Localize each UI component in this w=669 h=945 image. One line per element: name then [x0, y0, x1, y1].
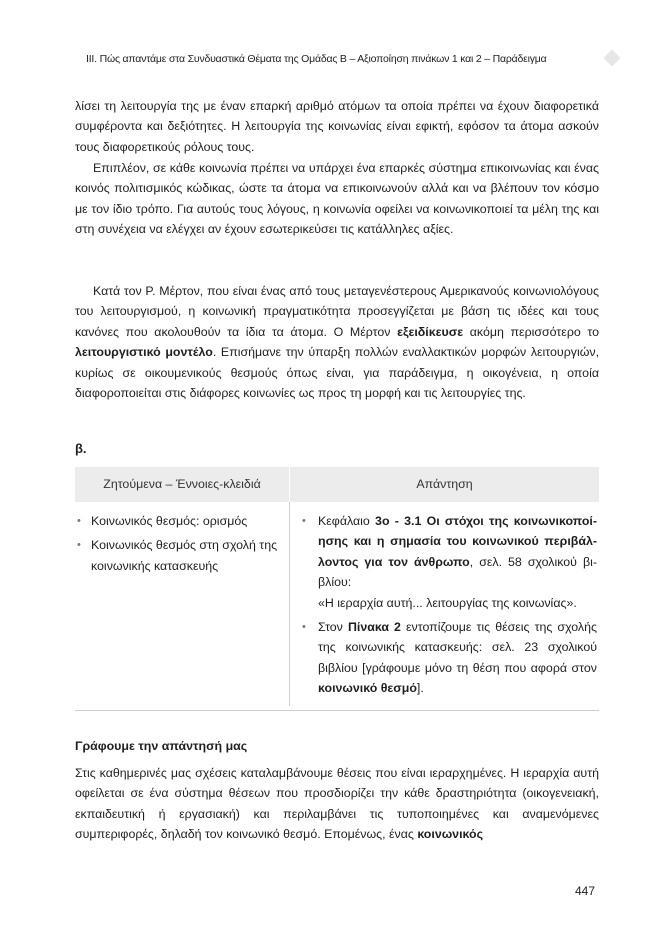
paragraph-4: [75, 763, 599, 845]
table-right-cell: [290, 502, 599, 706]
bullet-icon: •: [302, 515, 306, 527]
right-item-1-text-2: , σελ. 58 σχολικού βιβλίου:: [318, 554, 597, 590]
right-item-2-bold-1: Πίνακα 2: [347, 620, 401, 635]
paragraph-4-bold-1: κοινωνικός: [417, 827, 484, 842]
paragraph-3-bold-1: εξειδίκευσε: [397, 324, 464, 339]
answer-table: [75, 467, 599, 711]
section-label: β.: [75, 441, 87, 456]
page-number: 447: [575, 884, 596, 898]
bullet-icon: •: [77, 515, 81, 527]
paragraph-3-text-1: Κατά τον Ρ. Μέρτον, που είναι ένας από τους μεταγενέστερους Αμερικανούς κοινωνιολόγους του λειτουργισμού, η κοινωνική πραγματικότητα προσεγγίζεται με βάση τις ιδέες και τους κανόνες που ακολουθούν τα ίδια τα άτομα. Ο Μέρτον: [75, 284, 599, 339]
paragraph-4-text-1: Στις καθημερινές μας σχέσεις καταλαμβάνουμε θέσεις που είναι ιεραρχημένες. Η ιεραρχία αυτή οφείλεται σε ένα σύστημα θέσεων που προσδιορίζει την κάθε δραστηριότητα (οικογενειακή, εκπαιδευτική ή εργασιακή) και περιλαμβάνει τις τυποποιημένες και αναμενόμενες συμπεριφορές, δηλαδή τον κοινωνικό θεσμό. Επομένως, ένας: [75, 766, 599, 842]
bullet-icon: •: [77, 539, 81, 552]
diamond-ornament-icon: [604, 50, 621, 67]
paragraph-2: Επιπλέον, σε κάθε κοινωνία πρέπει να υπάρχει ένα επαρκές σύστημα επικοινωνίας και ένας κοινός πολιτισμικός κώδικας, ώστε τα άτομα να επικοινωνούν αλλά και να βλέπουν τον κόσμο με τον ίδιο τρόπο. Για αυτούς τους λόγους, η κοινωνία οφείλει να κοινωνικοποιεί τα μέλη της και στη συνέχεια να ελέγχει αν έχουν εσωτερικεύσει τις κατάλληλες αξίες.: [75, 161, 599, 237]
paragraph-1: λίσει τη λειτουργία της με έναν επαρκή αριθμό ατόμων τα οποία πρέπει να έχουν διαφορετικά συμφέροντα και δεξιότητες. Η λειτουργία της κοινωνίας είναι εφικτή, εφόσον τα άτομα ασκούν τους διαφορετικούς ρόλους τους.: [75, 99, 599, 154]
answer-heading: Γράφουμε την απάντησή μας: [75, 739, 248, 753]
table-header-right: Απάντηση: [416, 477, 473, 491]
list-item: [75, 535, 289, 576]
table-body-row: [75, 502, 599, 711]
table-header-row: [75, 467, 599, 502]
running-head-text: III. Πώς απαντάμε στα Συνδυαστικά Θέματα της Ομάδας Β – Αξιοποίηση πινάκων 1 και 2 – Παράδειγμα: [86, 53, 547, 65]
right-item-1-quote: «Η ιεραρχία αυτή... λειτουργίας της κοινωνίας».: [318, 595, 577, 610]
table-header-left: Ζητούμενα – Έννοιες-κλειδιά: [75, 467, 290, 502]
paragraph-3-bold-2: λειτουργιστικό μοντέλο: [75, 345, 213, 360]
running-head: [86, 53, 606, 65]
table-left-cell: [75, 502, 290, 706]
right-item-2-text-2: εντοπίζουμε τις θέσεις της σχολής της κοινωνικής κατασκευής: σελ. 23 σχολικού βιβλίου [γράφουμε μόνο τη θέση που αφορά στον: [318, 620, 597, 675]
right-item-2-text-3: ].: [416, 681, 424, 696]
right-item-1-bold: 3ο - 3.1 Οι στόχοι της κοινωνικοποίησης και η σημασία του κοινωνικού περιβάλλοντος για τον άνθρωπο: [318, 514, 597, 569]
left-item-1-text: Κοινωνικός θεσμός: ορισμός: [91, 514, 248, 528]
paragraph-3: [75, 281, 599, 403]
bullet-icon: •: [302, 621, 306, 634]
list-item: [290, 511, 599, 613]
list-item: [290, 617, 599, 699]
right-item-2-text-1: Στον: [318, 620, 348, 635]
left-item-2-text: Κοινωνικός θεσμός στη σχολή της κοινωνικής κατασκευής: [91, 538, 278, 573]
right-item-2-bold-2: κοινωνικό θεσμό: [318, 681, 417, 696]
list-item: [75, 511, 289, 531]
paragraph-3-text-3: . Επισήμανε την ύπαρξη πολλών εναλλακτικών μορφών λειτουργιών, κυρίως σε οικουμενικούς θεσμούς όπως είναι, για παράδειγμα, η οικογένεια, η οποία διαφοροποιείται στις διάφορες κοινωνίες ως προς τη μορφή και τις λειτουργίες της.: [75, 345, 600, 401]
right-item-1-text-1: Κεφάλαιο: [318, 514, 376, 528]
paragraph-3-text-2: ακόμη περισσότερο το: [463, 324, 599, 339]
